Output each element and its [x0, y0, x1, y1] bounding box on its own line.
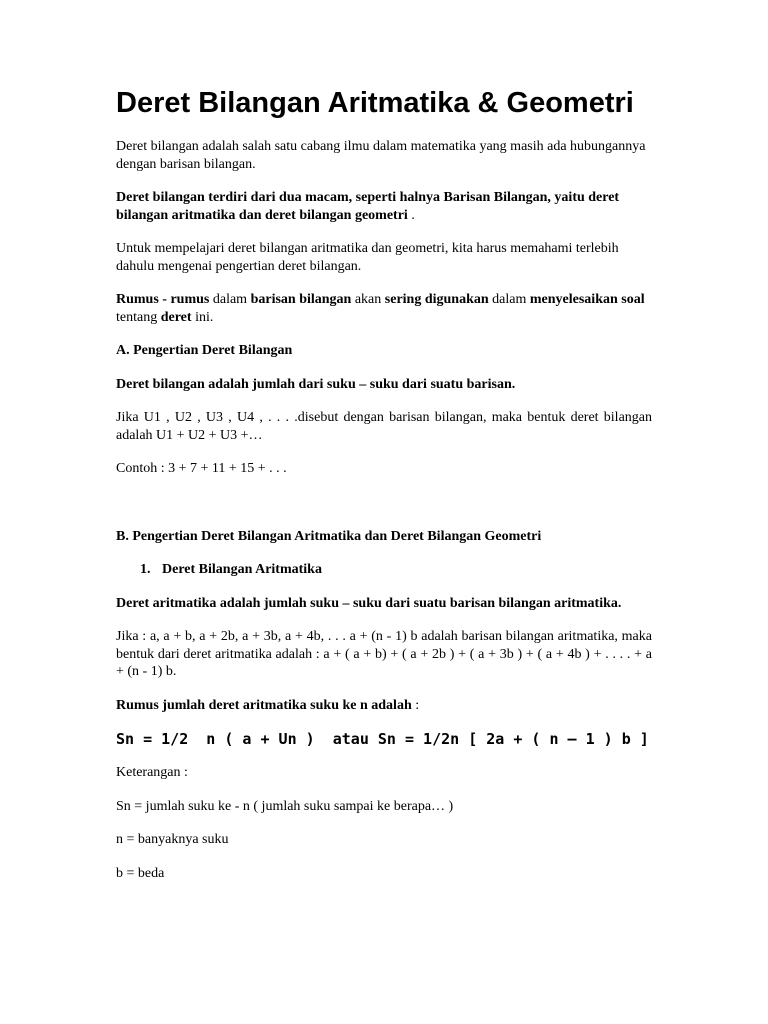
- rumus-label: Rumus jumlah deret aritmatika suku ke n adalah: [116, 697, 412, 713]
- example-line: Contoh : 3 + 7 + 11 + 15 + . . .: [116, 461, 287, 476]
- formulas-text-6: dalam: [488, 292, 530, 307]
- list-item-number: 1.: [140, 562, 151, 577]
- formulas-text-5: sering digunakan: [384, 292, 489, 307]
- formulas-text-9: deret: [160, 309, 192, 325]
- formulas-text-7: menyelesaikan soal: [529, 292, 645, 307]
- list-item-aritmatika: [116, 561, 652, 579]
- rumus-line: [116, 697, 652, 715]
- formulas-text-3: barisan bilangan: [250, 292, 352, 307]
- note-n: n = banyaknya suku: [116, 832, 229, 847]
- section-a-heading: A. Pengertian Deret Bilangan: [116, 343, 293, 358]
- formulas-text-8: tentang: [116, 309, 161, 325]
- study-paragraph: Untuk mempelajari deret bilangan aritmatika dan geometri, kita harus memahami terlebih dahulu mengenai pengertian deret bilangan.: [116, 241, 619, 274]
- section-a-text: Jika U1 , U2 , U3 , U4 , . . . .disebut dengan barisan bilangan, maka bentuk deret bilangan adalah U1 + U2 + U3 +…: [116, 410, 652, 443]
- types-end: .: [407, 207, 415, 223]
- formulas-paragraph: [116, 291, 652, 326]
- list-item-label: Deret Bilangan Aritmatika: [162, 562, 322, 577]
- intro-paragraph: Deret bilangan adalah salah satu cabang ilmu dalam matematika yang masih ada hubungannya dengan barisan bilangan.: [116, 139, 646, 172]
- page-title: Deret Bilangan Aritmatika & Geometri: [116, 87, 634, 119]
- note-b: b = beda: [116, 865, 165, 881]
- rumus-colon: :: [411, 697, 420, 713]
- document-body: [116, 86, 652, 882]
- section-b-text: Jika : a, a + b, a + 2b, a + 3b, a + 4b, . . . a + (n - 1) b adalah barisan bilangan aritmatika, maka bentuk dari deret aritmatika adalah : a + ( a + b) + ( a + 2b ) + ( a + 3b ) + ( a + 4b ) + . . . . + a + (n - 1) b.: [116, 629, 652, 679]
- keterangan-label: Keterangan :: [116, 765, 188, 780]
- section-b-heading: B. Pengertian Deret Bilangan Aritmatika dan Deret Bilangan Geometri: [116, 528, 542, 544]
- formulas-text-2: dalam: [209, 292, 251, 307]
- section-a-definition: Deret bilangan adalah jumlah dari suku – suku dari suatu barisan.: [116, 376, 516, 392]
- formulas-text-4: akan: [351, 292, 385, 307]
- types-text: Deret bilangan terdiri dari dua macam, seperti halnya Barisan Bilangan, yaitu deret bilangan aritmatika dan deret bilangan geometri: [116, 190, 620, 223]
- types-paragraph: [116, 189, 652, 224]
- note-sn: Sn = jumlah suku ke - n ( jumlah suku sampai ke berapa… ): [116, 798, 454, 814]
- formulas-text-1: Rumus - rumus: [116, 292, 210, 307]
- formulas-text-10: ini.: [191, 309, 214, 325]
- section-b-definition: Deret aritmatika adalah jumlah suku – suku dari suatu barisan bilangan aritmatika.: [116, 595, 622, 611]
- formula-line: Sn = 1/2 n ( a + Un ) atau Sn = 1/2n [ 2a + ( n – 1 ) b ]: [116, 730, 649, 748]
